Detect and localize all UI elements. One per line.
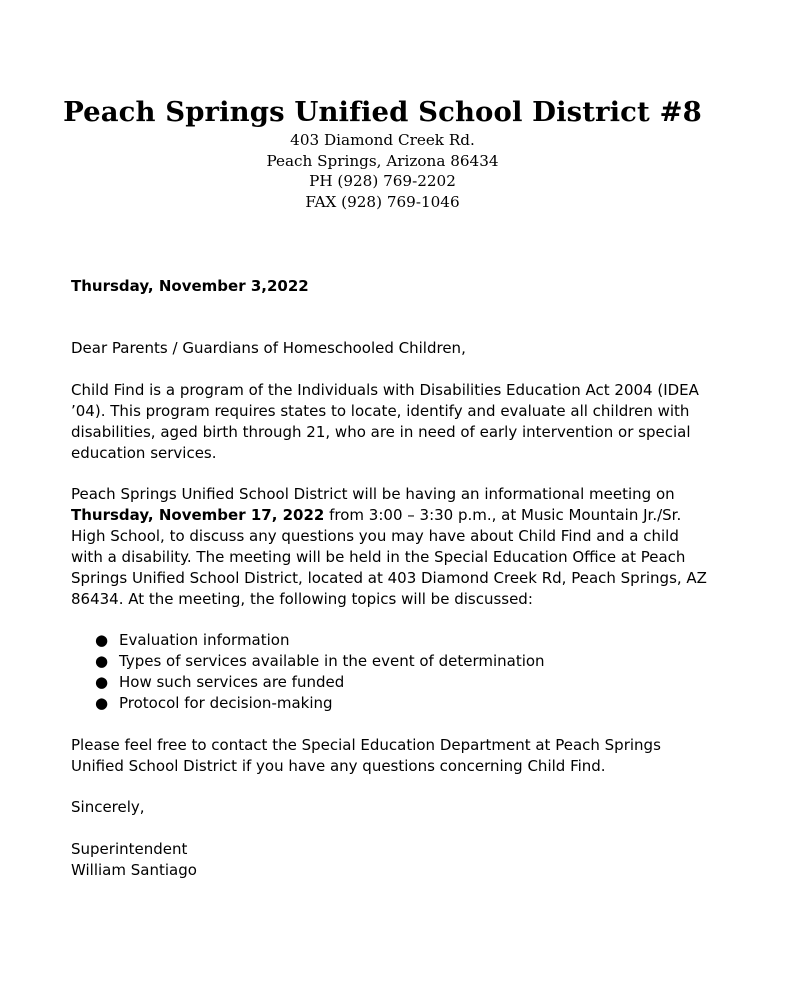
street-address: 403 Diamond Creek Rd. xyxy=(290,131,475,149)
topic-text: Evaluation information xyxy=(119,631,290,649)
fax-number: FAX (928) 769-1046 xyxy=(305,192,460,211)
list-item xyxy=(71,693,711,714)
signer-name: William Santiago xyxy=(71,861,197,879)
topics-list xyxy=(71,630,711,714)
meeting-date: Thursday, November 17, 2022 xyxy=(71,506,325,524)
meeting-details: from 3:00 – 3:30 p.m., at Music Mountain Jr./Sr. High School, to discuss any questions you may have about Child Find and a child with a disability. The meeting will be held in the Special Education Office at Peach Springs Unified School District, located at 403 Diamond Creek Rd, Peach Springs, AZ 86434. At the meeting, the following topics will be discussed: xyxy=(71,506,707,608)
letterhead xyxy=(0,94,765,212)
paragraph-child-find: Child Find is a program of the Individuals with Disabilities Education Act 2004 (IDEA ’04). This program requires states to locate, identify and evaluate all children with disabilities, aged birth through 21, who are in need of early intervention or special education services. xyxy=(71,381,699,462)
list-item xyxy=(71,630,711,651)
bullet-icon: ● xyxy=(95,631,109,649)
meeting-intro: Peach Springs Unified School District will be having an informational meeting on xyxy=(71,485,675,503)
phone-number: PH (928) 769-2202 xyxy=(309,172,456,190)
signer-title: Superintendent xyxy=(71,840,188,858)
topic-text: Protocol for decision-making xyxy=(119,694,333,712)
topic-text: How such services are funded xyxy=(119,673,345,691)
city-state-zip: Peach Springs, Arizona 86434 xyxy=(266,151,499,170)
bullet-icon: ● xyxy=(95,652,109,670)
closing: Sincerely, xyxy=(71,798,145,816)
paragraph-contact: Please feel free to contact the Special Education Department at Peach Springs Unified School District if you have any questions concerning Child Find. xyxy=(71,736,661,775)
list-item xyxy=(71,651,711,672)
bullet-icon: ● xyxy=(95,673,109,691)
list-item xyxy=(71,672,711,693)
salutation: Dear Parents / Guardians of Homeschooled Children, xyxy=(71,339,466,357)
paragraph-meeting xyxy=(71,484,711,610)
district-name: Peach Springs Unified School District #8 xyxy=(63,96,702,128)
topic-text: Types of services available in the event of determination xyxy=(119,652,545,670)
letter-date: Thursday, November 3,2022 xyxy=(71,277,309,295)
bullet-icon: ● xyxy=(95,694,109,712)
